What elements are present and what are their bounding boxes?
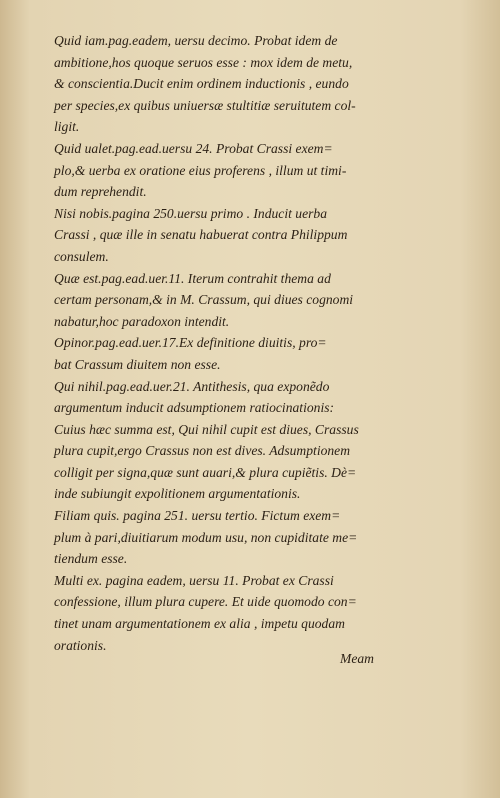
text-line: bat Crassum diuitem non esse. [54, 356, 221, 372]
text-line: Quæ est.pag.ead.uer.11. Iterum contrahit thema ad [54, 270, 331, 286]
text-line: argumentum inducit adsumptionem ratiocinationis: [54, 400, 335, 416]
text-line: Qui nihil.pag.ead.uer.21. Antithesis, qua exponẽdo [54, 378, 330, 394]
text-line: Multi ex. pagina eadem, uersu 11. Probat ex Crassi [54, 572, 334, 588]
text-line: tiendum esse. [54, 551, 128, 567]
text-line: plo,& uerba ex oratione eius proferens , illum ut timi- [54, 162, 347, 178]
text-line: nabatur,hoc paradoxon intendit. [54, 313, 230, 329]
text-line: plura cupit,ergo Crassus non est dives. Adsumptionem [54, 443, 351, 459]
text-line: tinet unam argumentationem ex alia , impetu quodam [54, 616, 345, 632]
paragraph-6 [56, 376, 386, 506]
text-line: Cuius hæc summa est, Qui nihil cupit est diues, Crassus [54, 421, 359, 437]
paragraph-5 [56, 332, 386, 375]
text-line: certam personam,& in M. Crassum, qui diues cognomi [54, 292, 354, 308]
text-line: Filiam quis. pagina 251. uersu tertio. Fictum exem= [54, 508, 341, 524]
text-line: ligit. [54, 119, 80, 135]
catchword: Meam [340, 651, 374, 666]
text-line: per species,ex quibus uniuersæ stultitiæ seruitutem col- [54, 97, 356, 113]
text-line: dum reprehendit. [54, 184, 147, 200]
paragraph-7 [56, 505, 386, 570]
paragraph-1 [56, 30, 386, 138]
text-line: colligit per signa,quæ sunt auari,& plura cupiẽtis. Dè= [54, 464, 357, 480]
text-line: orationis. [54, 637, 107, 653]
paragraph-8 [56, 570, 386, 656]
paragraph-2 [56, 138, 386, 203]
text-line: Quid iam.pag.eadem, uersu decimo. Probat idem de [54, 33, 338, 48]
text-line: & conscientia.Ducit enim ordinem inductionis , eundo [54, 76, 349, 92]
text-line: Opinor.pag.ead.uer.17.Ex definitione diuitis, pro= [54, 335, 327, 351]
text-block [56, 30, 386, 656]
text-line: Crassi , quæ ille in senatu habuerat contra Philippum [54, 227, 348, 243]
text-line: Nisi nobis.pagina 250.uersu primo . Inducit uerba [54, 205, 328, 221]
paragraph-3 [56, 203, 386, 268]
text-line: consulem. [54, 248, 109, 264]
text-line: inde subiungit expolitionem argumentationis. [54, 486, 301, 502]
text-line: confessione, illum plura cupere. Et uide quomodo con= [54, 594, 357, 610]
text-line: plum à pari,diuitiarum modum usu, non cupiditate me= [54, 529, 358, 545]
text-line: ambitione,hos quoque seruos esse : mox idem de metu, [54, 54, 353, 70]
paragraph-4 [56, 268, 386, 333]
text-line: Quid ualet.pag.ead.uersu 24. Probat Crassi exem= [54, 140, 333, 156]
